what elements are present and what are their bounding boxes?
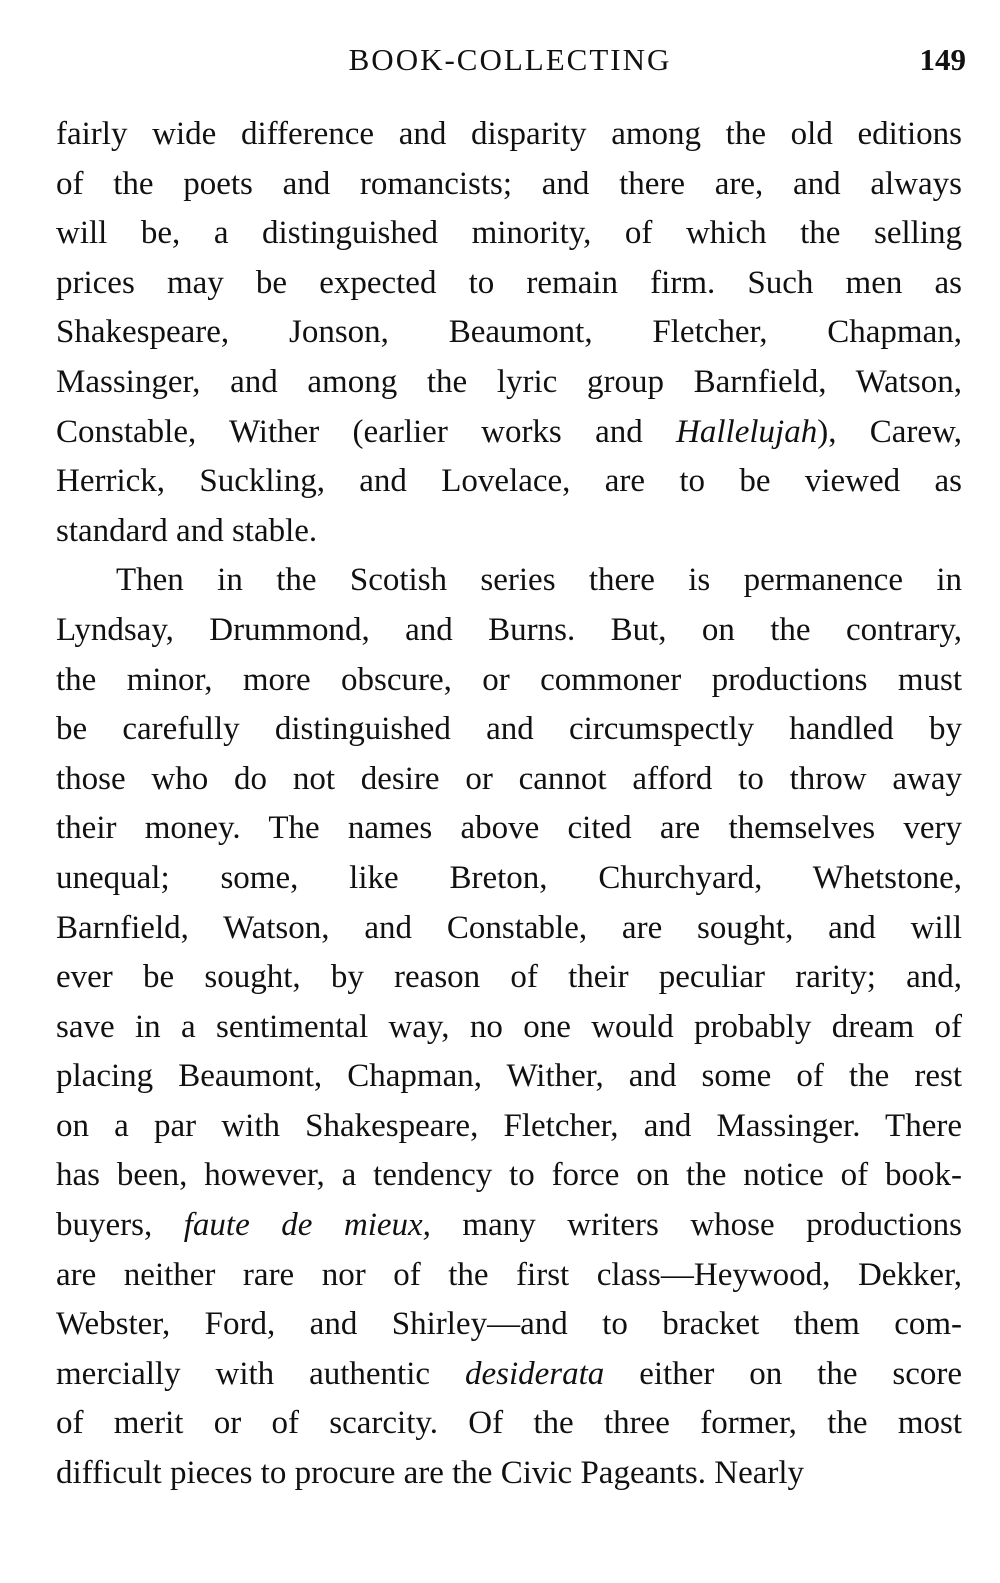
text-line: Shakespeare, Jonson, Beaumont, Fletcher, Chapman, [56, 314, 962, 351]
text-run: mercially with authentic [56, 1355, 465, 1392]
italic-run: faute de mieux, [183, 1207, 431, 1244]
text-line: of the poets and romancists; and there are, and always [56, 165, 962, 202]
italic-run: desiderata [464, 1355, 605, 1392]
text-run: many writers whose productions [430, 1207, 962, 1244]
text-line [56, 1350, 962, 1400]
text-line: be carefully distinguished and circumspectly handled by [56, 711, 962, 748]
running-title: BOOK-COLLECTING [348, 42, 672, 77]
italic-run: Hallelujah [676, 413, 818, 450]
text-run: ), Carew, [817, 413, 962, 450]
text-line: Webster, Ford, and Shirley—and to bracket them com- [56, 1306, 962, 1343]
body-text [56, 110, 962, 1499]
text-line: Lyndsay, Drummond, and Burns. But, on the contrary, [56, 611, 962, 648]
text-line: has been, however, a tendency to force on the notice of book- [56, 1157, 962, 1194]
text-run: either on the score [604, 1355, 963, 1392]
text-line: Barnfield, Watson, and Constable, are sought, and will [56, 909, 962, 946]
text-run: Constable, Wither (earlier works and [56, 413, 677, 450]
text-line: placing Beaumont, Chapman, Wither, and some of the rest [56, 1058, 962, 1095]
text-line: prices may be expected to remain firm. Such men as [56, 264, 962, 301]
text-line: Herrick, Suckling, and Lovelace, are to be viewed as [56, 463, 962, 500]
text-line: difficult pieces to procure are the Civic Pageants. Nearly [56, 1455, 805, 1492]
paragraph [56, 110, 962, 556]
text-line: the minor, more obscure, or commoner productions must [56, 661, 962, 698]
running-head [54, 42, 966, 94]
text-line: of merit or of scarcity. Of the three former, the most [56, 1405, 962, 1442]
text-line: on a par with Shakespeare, Fletcher, and Massinger. There [56, 1107, 962, 1144]
text-line: Massinger, and among the lyric group Barnfield, Watson, [56, 363, 962, 400]
text-line: their money. The names above cited are themselves very [56, 810, 962, 847]
text-line: are neither rare nor of the first class—Heywood, Dekker, [56, 1256, 962, 1293]
text-line: fairly wide difference and disparity among the old editions [56, 116, 962, 152]
text-line: will be, a distinguished minority, of which the selling [56, 215, 962, 252]
text-line [56, 1201, 962, 1251]
page-number: 149 [919, 42, 966, 77]
text-line: save in a sentimental way, no one would probably dream of [56, 1008, 962, 1045]
text-line: standard and stable. [56, 512, 318, 549]
text-line: Then in the Scotish series there is permanence in [116, 562, 962, 599]
text-run: buyers, [56, 1207, 184, 1244]
paragraph [56, 556, 962, 1498]
text-line: ever be sought, by reason of their peculiar rarity; and, [56, 959, 962, 996]
text-line: unequal; some, like Breton, Churchyard, Whetstone, [56, 859, 962, 896]
text-line: those who do not desire or cannot afford to throw away [56, 760, 962, 797]
text-line [56, 408, 962, 458]
